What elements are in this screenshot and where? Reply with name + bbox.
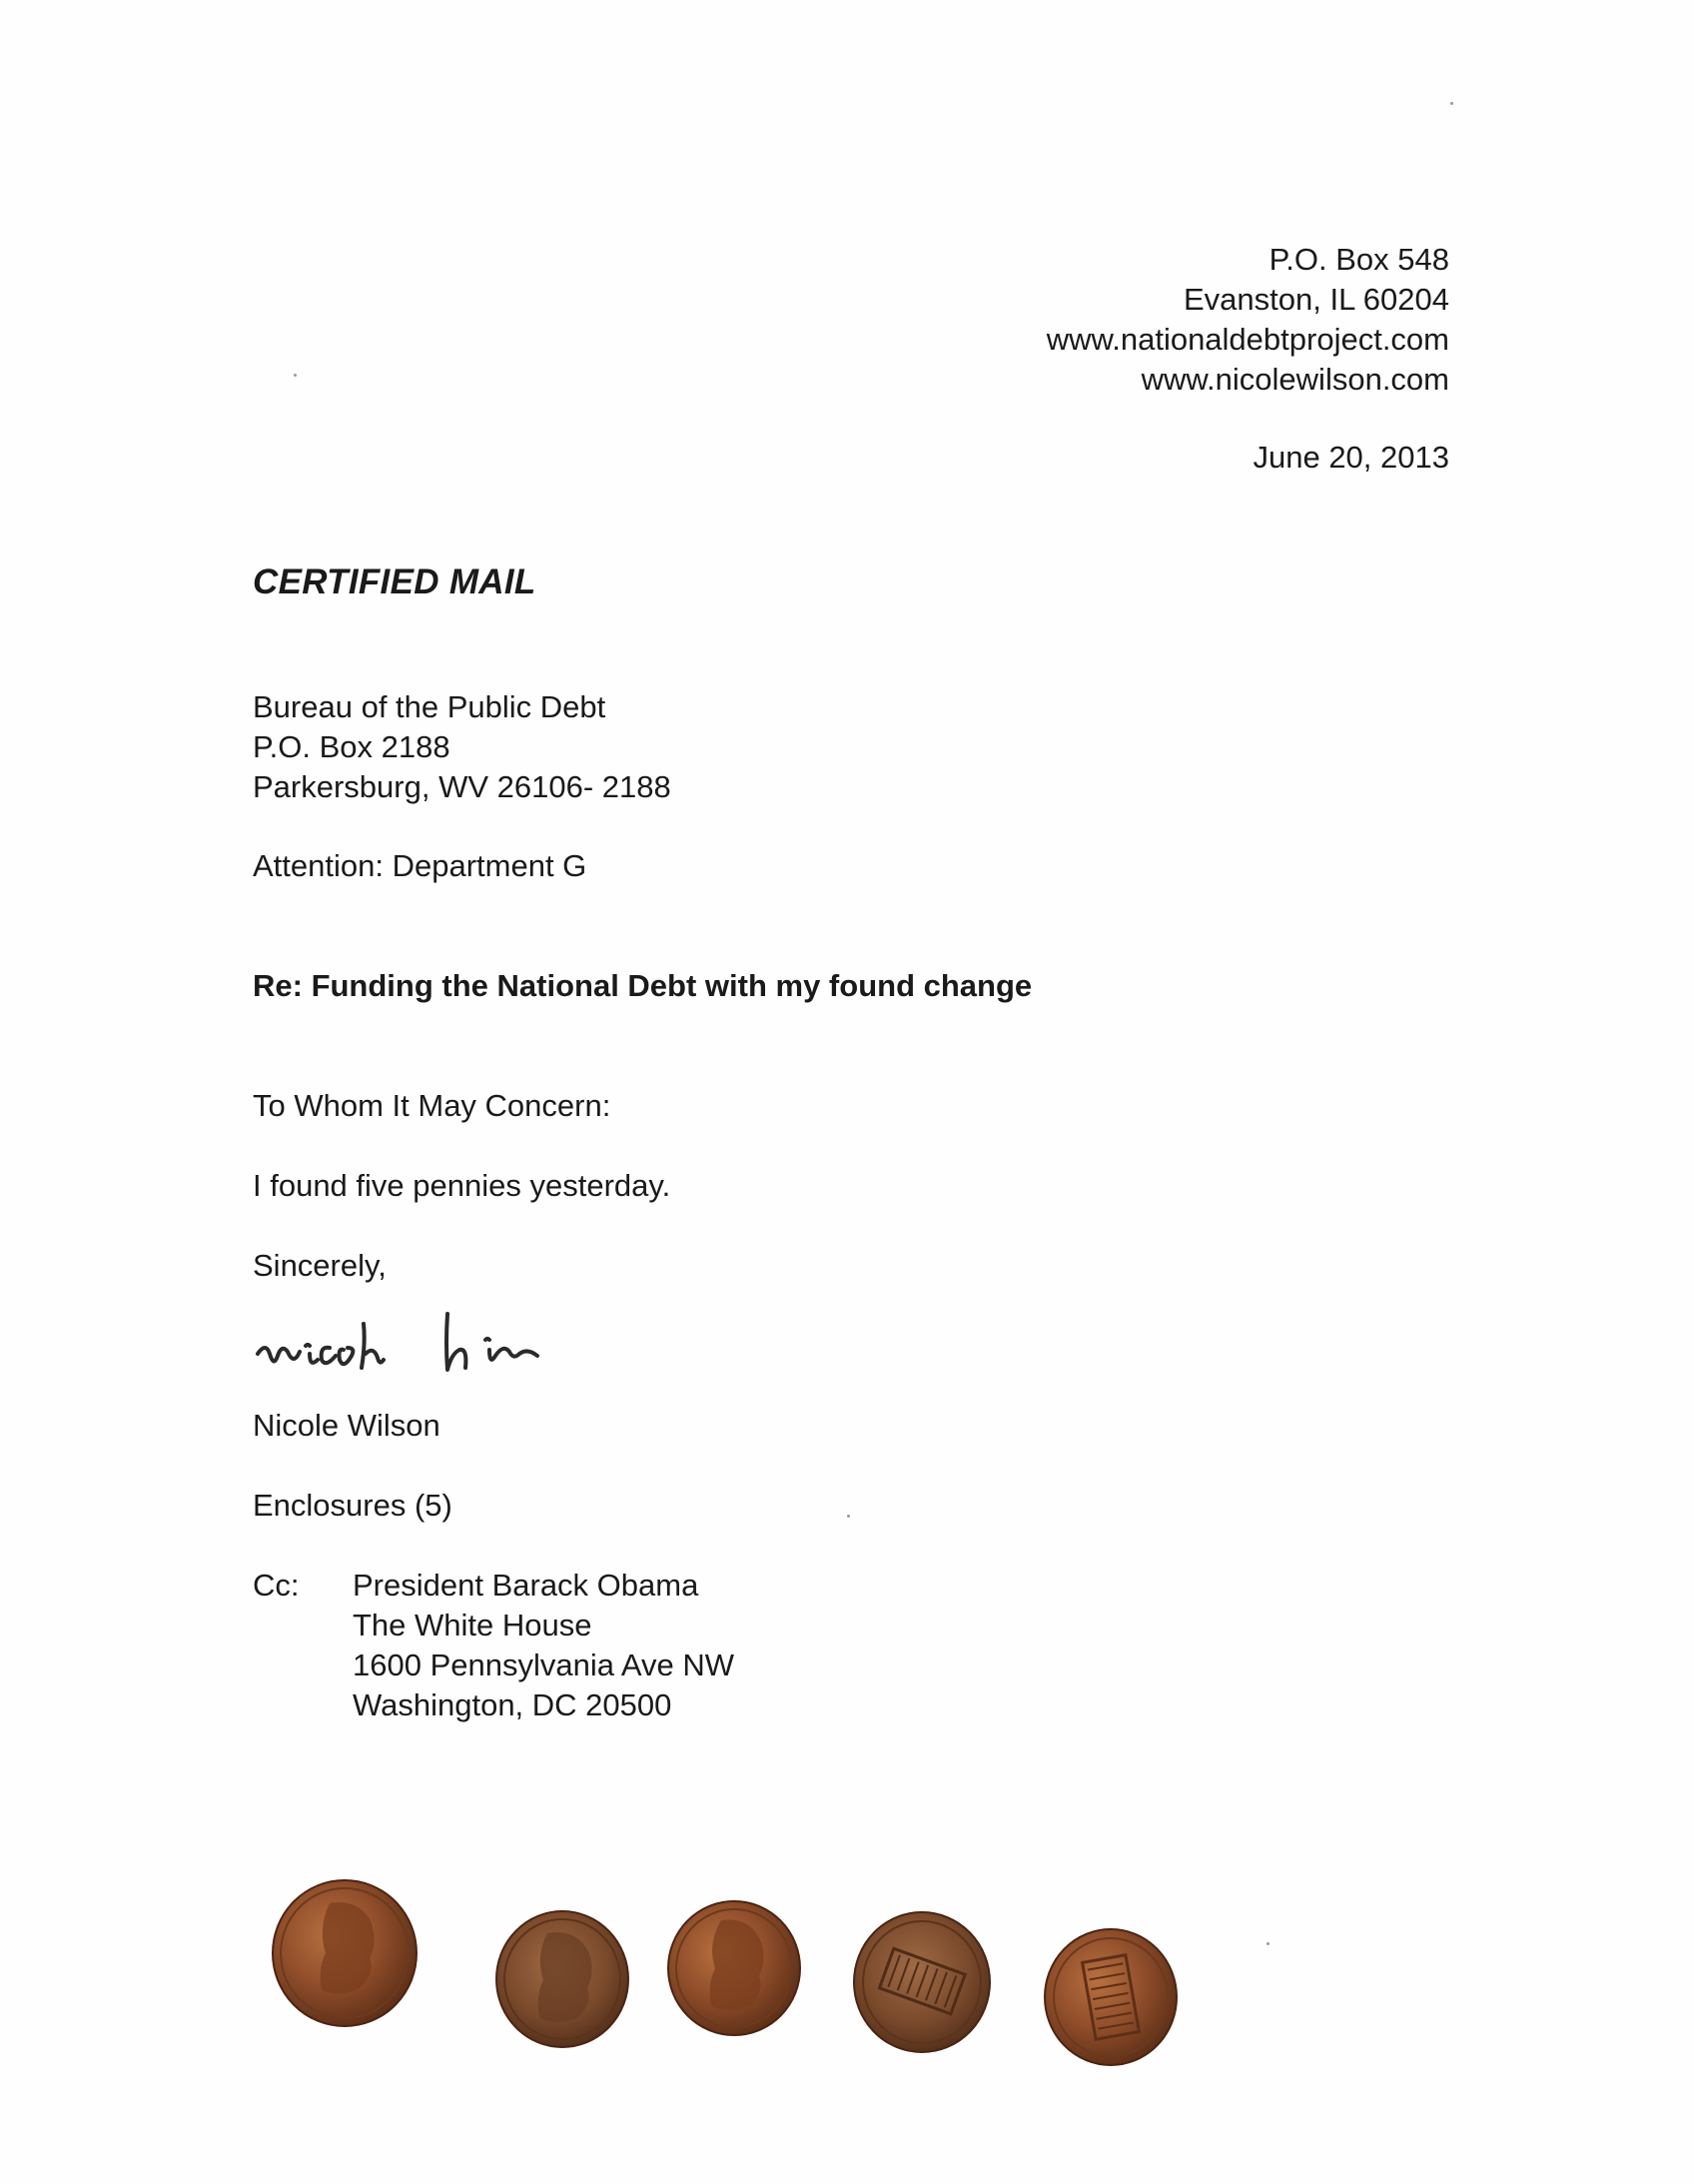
sender-address — [1047, 240, 1449, 400]
scan-speck — [1267, 1942, 1270, 1945]
letter-body: I found five pennies yesterday. — [253, 1168, 671, 1203]
cc-street: 1600 Pennsylvania Ave NW — [353, 1647, 734, 1682]
penny-obverse-1 — [273, 1880, 417, 2026]
sender-city: Evanston, IL 60204 — [1184, 282, 1449, 317]
cc-address — [353, 1566, 734, 1725]
sender-website-2: www.nicolewilson.com — [1141, 362, 1449, 397]
signer-name: Nicole Wilson — [253, 1408, 440, 1443]
penny-reverse-2 — [1045, 1929, 1177, 2065]
handwritten-signature — [248, 1284, 607, 1394]
recipient-city: Parkersburg, WV 26106- 2188 — [253, 769, 671, 804]
subject-line: Re: Funding the National Debt with my found change — [253, 968, 1033, 1003]
cc-building: The White House — [353, 1608, 592, 1642]
penny-obverse-3 — [668, 1901, 800, 2035]
enclosures-line: Enclosures (5) — [253, 1488, 452, 1523]
penny-obverse-2 — [496, 1911, 628, 2047]
sender-po-box: P.O. Box 548 — [1269, 242, 1449, 277]
recipient-address — [253, 687, 671, 807]
scan-speck — [294, 374, 297, 377]
sender-website-1: www.nationaldebtproject.com — [1046, 322, 1449, 357]
cc-name: President Barack Obama — [353, 1568, 699, 1603]
cc-city: Washington, DC 20500 — [353, 1687, 672, 1722]
scan-speck — [1450, 102, 1453, 105]
salutation: To Whom It May Concern: — [253, 1088, 611, 1123]
closing: Sincerely, — [253, 1248, 387, 1283]
recipient-name: Bureau of the Public Debt — [253, 689, 606, 724]
penny-reverse-1 — [854, 1912, 990, 2052]
scan-speck — [847, 1515, 850, 1518]
letter-date: June 20, 2013 — [1253, 440, 1449, 475]
recipient-po-box: P.O. Box 2188 — [253, 729, 450, 764]
mail-type-heading: CERTIFIED MAIL — [253, 562, 536, 601]
attention-line: Attention: Department G — [253, 848, 587, 883]
cc-label: Cc: — [253, 1568, 300, 1603]
